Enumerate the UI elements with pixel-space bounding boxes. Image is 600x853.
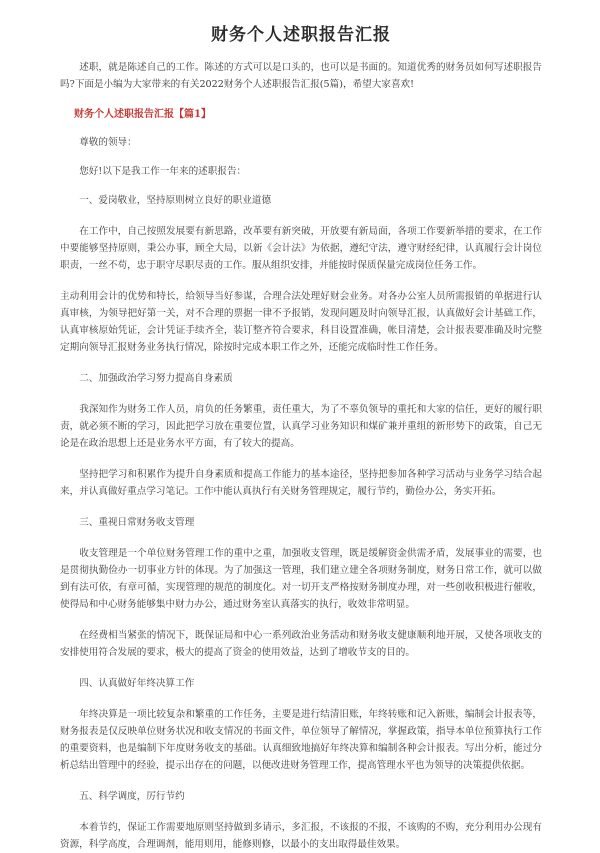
section-heading: 一、爱岗敬业，坚持原则树立良好的职业道德 <box>79 195 272 206</box>
section-heading: 三、重视日常财务收支管理 <box>79 517 195 528</box>
salutation: 尊敬的领导： <box>79 137 137 148</box>
section-2 <box>60 370 542 500</box>
intro-paragraph: 述职，就是陈述自己的工作。陈述的方式可以是口头的，也可以是书面的。知道优秀的财务员如何写述职报告吗?下面是小编为大家带来的有关2022财务个人述职报告汇报(5篇)，希望大家喜欢! <box>60 62 542 90</box>
section-paragraph: 坚持把学习和积累作为提升自身素质和提高工作能力的基本途径，坚持把参加各种学习活动与业务学习结合起来，并认真做好重点学习笔记。工作中能认真执行有关财务管理规定，履行节约，勤俭办公，务实开拓。 <box>60 469 542 497</box>
document-title: 财务个人述职报告汇报 <box>211 25 391 45</box>
section-paragraph: 在工作中，自己按照发展要有新思路，改革要有新突破，开放要有新局面，各项工作要新举措的要求，在工作中要能够坚持原则，秉公办事，顾全大局，以新《会计法》为依据，遵纪守法，遵守财经纪律，认真履行会计岗位职责，一丝不苟，忠于职守尽职尽责的工作。服从组织安排，并能按时保质保量完成岗位任务工作。 <box>60 226 542 271</box>
section-4 <box>60 675 542 774</box>
section-5 <box>60 788 542 853</box>
section-3 <box>60 514 542 661</box>
part-label: 财务个人述职报告汇报【篇1】 <box>74 109 211 120</box>
section-heading: 五、科学调度，厉行节约 <box>79 791 185 802</box>
section-paragraph: 本着节约，保证工作需要地原则坚持做到多请示，多汇报，不该报的不报，不该购的不购，充分利用办公现有资源，科学高度，合理调剂，能用则用，能修则修，以最小的支出取得最佳效果。 <box>60 822 542 850</box>
section-paragraph: 在经费相当紧张的情况下，既保证局和中心一系列政治业务活动和财务收支健康顺利地开展，又使各项收支的安排使用符合发展的要求，极大的提高了资金的使用效益，达到了增收节支的目的。 <box>60 630 542 658</box>
section-heading: 四、认真做好年终决算工作 <box>79 678 195 689</box>
section-paragraph: 我深知作为财务工作人员，肩负的任务繁重，责任重大，为了不辜负领导的重托和大家的信任，更好的履行职责，就必须不断的学习，因此把学习放在重要位置，认真学习业务知识和煤矿兼并重组的新形势下的政策，自己无论是在政治思想上还是业务水平方面，有了较大的提高。 <box>60 404 542 449</box>
section-heading: 二、加强政治学习努力提高自身素质 <box>79 373 233 384</box>
greeting: 您好!以下是我工作一年来的述职报告： <box>79 166 247 177</box>
section-1 <box>60 192 542 356</box>
section-paragraph: 收支管理是一个单位财务管理工作的重中之重，加强收支管理，既是缓解资金供需矛盾，发展事业的需要，也是贯彻执勤俭办一切事业方针的体现。为了加强这一管理，我们建立建全各项财务制度，财务日常工作，就可以做到有法可依，有章可循，实现管理的规范的制度化。对一切开支严格按财务制度办理，对一些创收积极进行催收，使得局和中心财务能够集中财力办公，通过财务室认真落实的执行，收效非常明显。 <box>60 548 542 610</box>
section-paragraph: 主动利用会计的优势和特长，给领导当好参谋，合理合法处理好财会业务。对各办公室人员所需报销的单据进行认真审核，为领导把好第一关，对不合理的票据一律不予报销，发现问题及时向领导汇报，认真做好会计基础工作，认真审核原始凭证，会计凭证手续齐全，装订整齐符合要求，科目设置准确，帐目清楚，会计报表要准确及时完整定期向领导汇报财务业务执行情况，除按时完成本职工作之外，还能完成临时性工作任务。 <box>60 291 542 353</box>
section-paragraph: 年终决算是一项比较复杂和繁重的工作任务，主要是进行结清旧账，年终转账和记入新账，编制会计报表等，财务报表是仅反映单位财务状况和收支情况的书面文件，单位领导了解情况，掌握政策，指导本单位预算执行工作的重要资料，也是编制下年度财务收支的基础。认真细致地搞好年终决算和编制各种会计报表。写出分析，能过分析总结出管理中的经验，提示出存在的问题，以便改进财务管理工作，提高管理水平也为领导的决策提供依据。 <box>60 709 542 771</box>
